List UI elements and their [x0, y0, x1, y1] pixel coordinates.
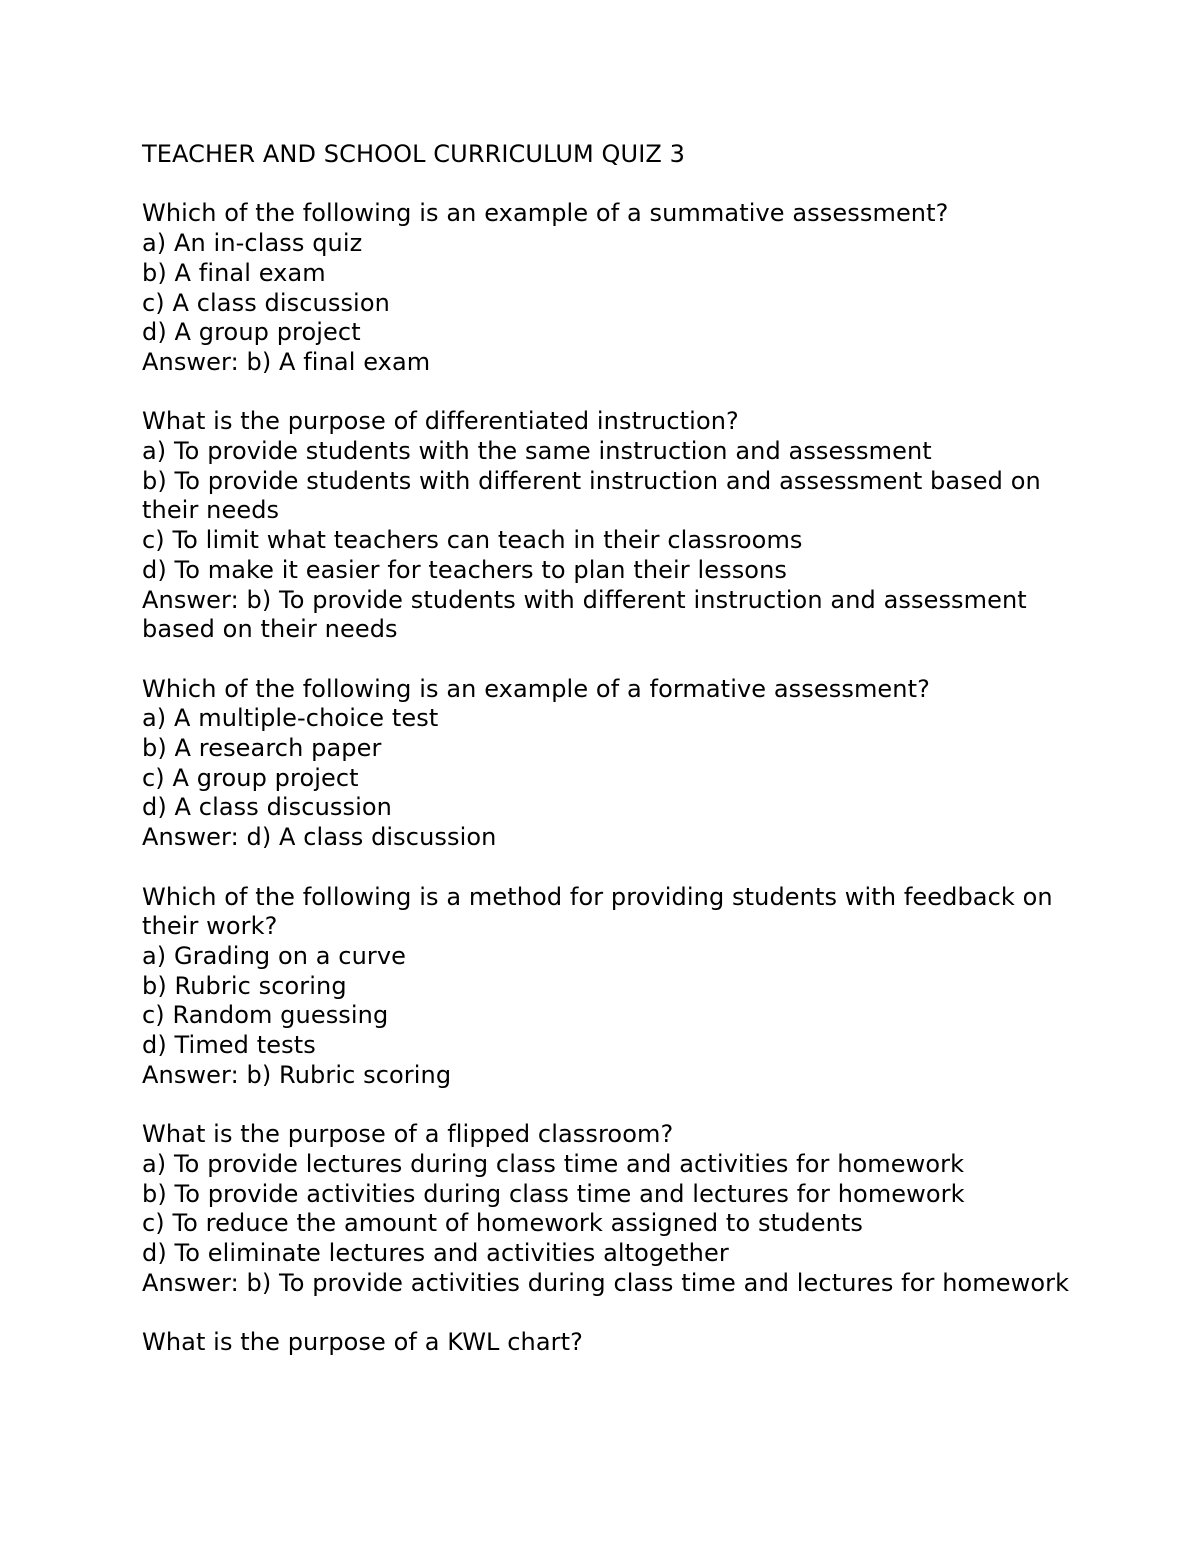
- answer-text: Answer: b) Rubric scoring: [142, 1060, 452, 1089]
- option-c: c) To reduce the amount of homework assigned to students: [142, 1209, 864, 1238]
- question-block-5: [142, 1120, 1082, 1298]
- option-c: c) Random guessing: [142, 1001, 389, 1030]
- document-title: TEACHER AND SCHOOL CURRICULUM QUIZ 3: [142, 140, 686, 168]
- option-c: c) To limit what teachers can teach in their classrooms: [142, 526, 803, 555]
- question-text: What is the purpose of differentiated instruction?: [142, 407, 739, 436]
- option-a: a) To provide lectures during class time and activities for homework: [142, 1149, 965, 1178]
- answer-text: Answer: d) A class discussion: [142, 823, 497, 852]
- option-d: d) A class discussion: [142, 793, 392, 822]
- question-text: Which of the following is an example of a formative assessment?: [142, 674, 930, 703]
- option-b: b) To provide students with different instruction and assessment based on their needs: [142, 466, 1041, 525]
- answer-text: Answer: b) To provide students with different instruction and assessment based on their needs: [142, 585, 1027, 644]
- answer-text: Answer: b) To provide activities during class time and lectures for homework: [142, 1268, 1070, 1297]
- option-a: a) To provide students with the same instruction and assessment: [142, 437, 932, 465]
- question-block-6: [142, 1328, 1082, 1358]
- option-c: c) A class discussion: [142, 288, 390, 317]
- option-a: a) Grading on a curve: [142, 941, 407, 970]
- option-b: b) Rubric scoring: [142, 971, 347, 1000]
- option-b: b) To provide activities during class time and lectures for homework: [142, 1179, 965, 1208]
- option-a: a) A multiple-choice test: [142, 704, 439, 733]
- question-text: What is the purpose of a KWL chart?: [142, 1328, 583, 1357]
- option-b: b) A final exam: [142, 258, 326, 287]
- option-a: a) An in-class quiz: [142, 229, 363, 258]
- question-text: Which of the following is a method for providing students with feedback on their work?: [142, 882, 1053, 941]
- option-c: c) A group project: [142, 763, 359, 792]
- option-b: b) A research paper: [142, 734, 382, 763]
- question-block-3: [142, 675, 1082, 853]
- question-block-2: [142, 407, 1082, 645]
- option-d: d) A group project: [142, 318, 361, 347]
- question-block-1: [142, 199, 1082, 377]
- question-text: Which of the following is an example of a summative assessment?: [142, 199, 949, 228]
- option-d: d) To make it easier for teachers to plan their lessons: [142, 555, 788, 584]
- document-page: [142, 140, 1082, 1387]
- answer-text: Answer: b) A final exam: [142, 347, 431, 376]
- option-d: d) Timed tests: [142, 1031, 316, 1060]
- question-block-4: [142, 883, 1082, 1091]
- option-d: d) To eliminate lectures and activities altogether: [142, 1238, 729, 1267]
- question-text: What is the purpose of a flipped classroom?: [142, 1120, 674, 1149]
